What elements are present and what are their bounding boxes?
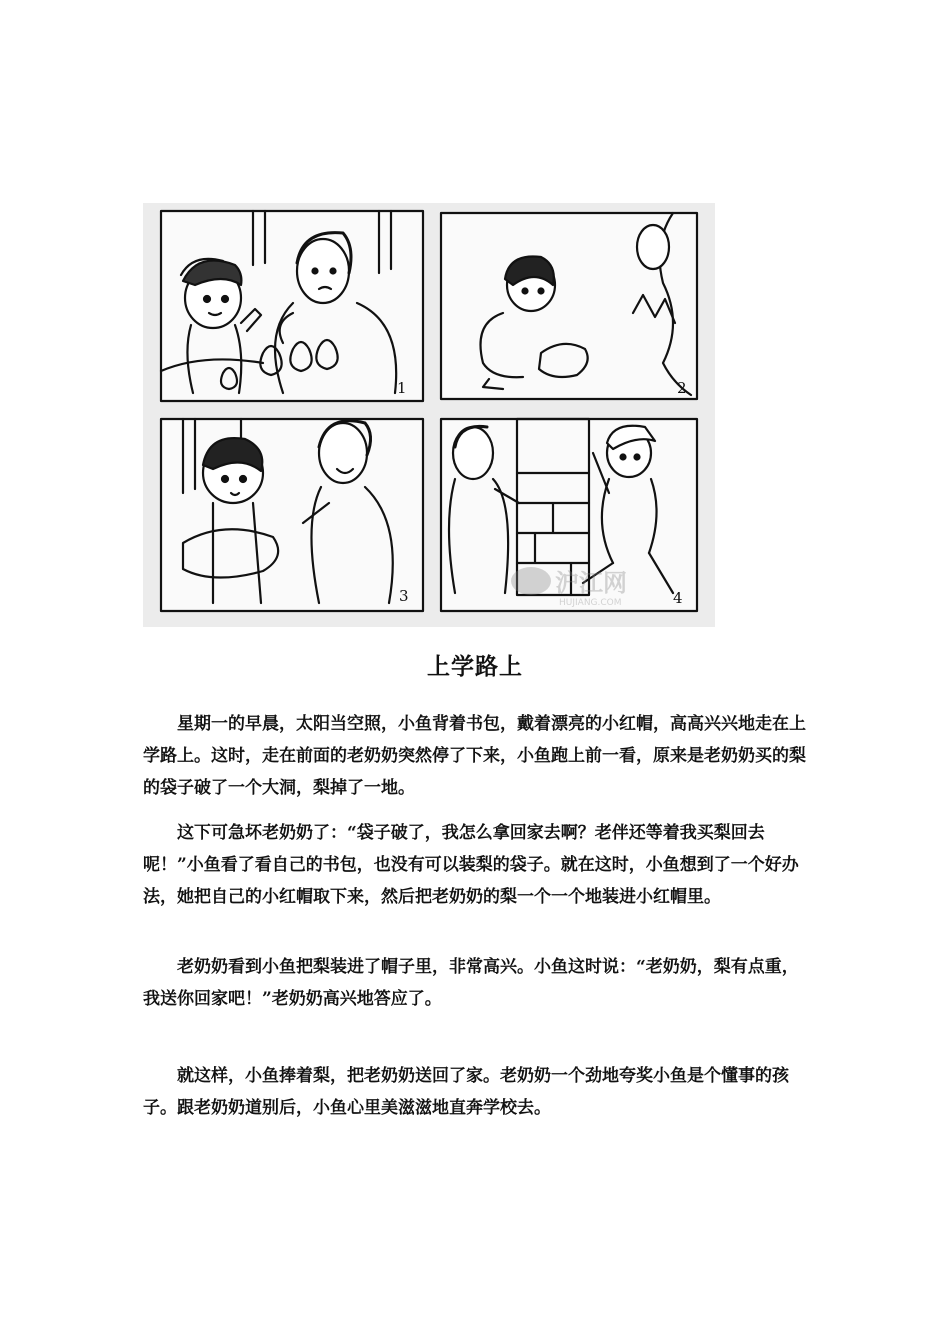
paragraph-1-text: 星期一的早晨，太阳当空照，小鱼背着书包，戴着漂亮的小红帽，高高兴兴地走在上学路上。这时，走在前面的老奶奶突然停了下来，小鱼跑上前一看，原来是老奶奶买的梨的袋子破了一个大洞，梨掉了一地。	[143, 714, 806, 798]
paragraph-3	[143, 951, 813, 1015]
watermark-text: 沪江网	[555, 569, 627, 597]
watermark-url: HUJIANG.COM	[559, 598, 622, 608]
paragraph-4	[143, 1060, 813, 1124]
comic-strip	[143, 203, 715, 627]
paragraph-2-text: 这下可急坏老奶奶了：“袋子破了，我怎么拿回家去啊？老伴还等着我买梨回去呢！”小鱼看了看自己的书包，也没有可以装梨的袋子。就在这时，小鱼想到了一个好办法，她把自己的小红帽取下来，然后把老奶奶的梨一个一个地装进小红帽里。	[143, 823, 799, 907]
panel-number-4: 4	[673, 589, 683, 607]
panel-number-2: 2	[677, 379, 687, 397]
paragraph-3-text: 老奶奶看到小鱼把梨装进了帽子里，非常高兴。小鱼这时说：“老奶奶，梨有点重，我送你回家吧！”老奶奶高兴地答应了。	[143, 957, 799, 1009]
paragraph-2	[143, 817, 813, 913]
paragraph-4-text: 就这样，小鱼捧着梨，把老奶奶送回了家。老奶奶一个劲地夸奖小鱼是个懂事的孩子。跟老奶奶道别后，小鱼心里美滋滋地直奔学校去。	[143, 1066, 789, 1118]
comic-panel-3	[161, 419, 423, 611]
comic-panel-1	[161, 211, 423, 401]
panel-number-3: 3	[399, 587, 409, 605]
article-title: 上学路上	[427, 654, 523, 680]
comic-panel-2	[441, 213, 697, 399]
watermark-logo	[511, 567, 551, 595]
panel-number-1: 1	[397, 379, 407, 397]
paragraph-1	[143, 708, 813, 804]
